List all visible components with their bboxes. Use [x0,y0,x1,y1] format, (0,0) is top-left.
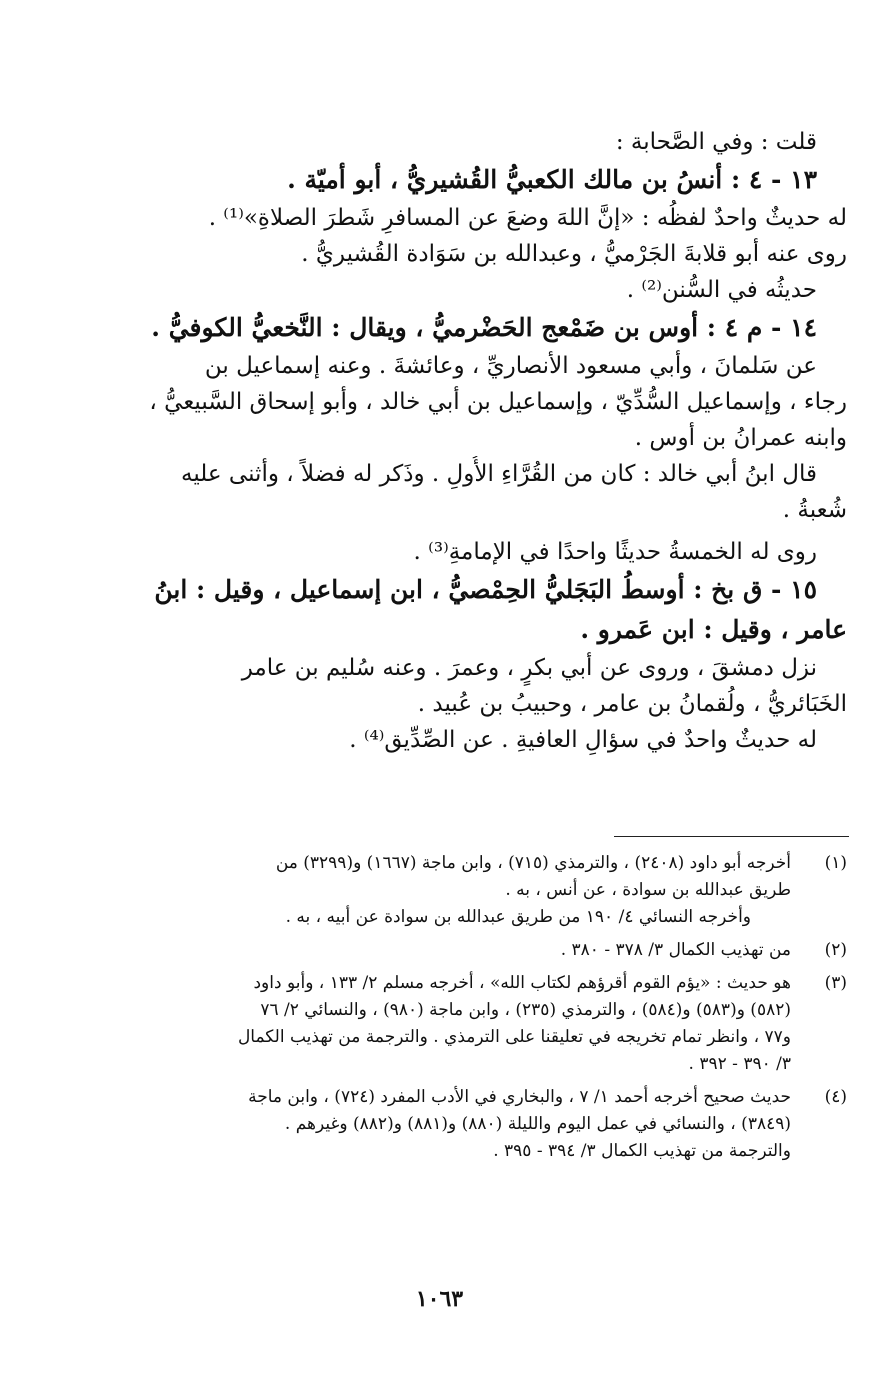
footnote-line: حديث صحيح أخرجه أحمد ١/ ٧ ، والبخاري في الأدب المفرد (٧٢٤) ، وابن ماجة [248,1087,791,1107]
page-number: ١٠٦٣ [415,1286,464,1312]
footnote-line: و٧٧ ، وانظر تمام تخريجه في تعليقنا على الترمذي . والترجمة من تهذيب الكمال [237,1027,791,1047]
entry-14-line: قال ابنُ أبي خالد : كان من القُرَّاءِ الأُولِ . وذَكر له فضلاً ، وأثنى عليه [181,461,817,487]
footnote-line: أخرجه أبو داود (٢٤٠٨) ، والترمذي (٧١٥) ، وابن ماجة (١٦٦٧) و(٣٢٩٩) من [275,853,791,873]
footnote [138,970,847,1078]
footnote [138,1084,847,1165]
entry-15-line: له حديثٌ واحدٌ في سؤالِ العافيةِ . عن الصِّدِّيق⁽⁴⁾ . [349,727,817,753]
intro-line: قلت : وفي الصَّحابة : [615,129,817,155]
entry-13-line: له حديثٌ واحدٌ لفظُه : «إنَّ اللهَ وضعَ عن المسافرِ شَطرَ الصلاةِ»⁽¹⁾ . [208,205,847,231]
main-text [138,124,847,758]
entry-15-heading: عامر ، وقيل : ابن عَمرو . [580,615,847,644]
footnote-line: من تهذيب الكمال ٣/ ٣٧٨ - ٣٨٠ . [560,940,791,960]
entry-14-heading: ١٤ - م ٤ : أوس بن ضَمْعج الحَضْرميُّ ، ويقال : النَّخعيُّ الكوفيُّ . [151,313,817,342]
footnote-line: هو حديث : «يؤم القوم أقرؤهم لكتاب الله» ، أخرجه مسلم ٢/ ١٣٣ ، وأبو داود [253,973,791,993]
footnote-number: (٣) [824,973,847,993]
entry-14-line: رجاء ، وإسماعيل السُّدِّيّ ، وإسماعيل بن أبي خالد ، وأبو إسحاق السَّبيعيُّ ، [149,389,847,415]
entry-13-line: حديثُه في السُّنن⁽²⁾ . [626,277,817,303]
footnote-number: (٢) [824,940,847,960]
footnote [138,850,847,931]
footnote-line: (٥٨٢) و(٥٨٣) و(٥٨٤) ، والترمذي (٢٣٥) ، وابن ماجة (٩٨٠) ، والنسائي ٢/ ٧٦ [260,1000,791,1020]
footnote-line: وأخرجه النسائي ٤/ ١٩٠ من طريق عبدالله بن سوادة عن أبيه ، به . [285,907,751,927]
footnote-line: (٣٨٤٩) ، والنسائي في عمل اليوم والليلة (٨٨٠) و(٨٨١) و(٨٨٢) وغيرهم . [284,1114,791,1134]
entry-15-line: نزل دمشقَ ، وروى عن أبي بكرٍ ، وعمرَ . وعنه سُليم بن عامر [241,655,817,681]
entry-15-heading: ١٥ - ق بخ : أوسطُ البَجَليُّ الحِمْصيُّ ، ابن إسماعيل ، وقيل : ابنُ [154,575,817,604]
footnotes [138,850,847,1171]
entry-14-line: وابنه عمرانُ بن أوس . [634,425,847,451]
entry-13-line: روى عنه أبو قلابةَ الجَرْميُّ ، وعبدالله بن سَوَادة القُشيريُّ . [301,241,847,267]
footnote-number: (١) [824,853,847,873]
entry-14-line: شُعبةُ . [782,497,847,523]
entry-15-line: الخَبَائريُّ ، ولُقمانُ بن عامر ، وحبيبُ بن عُبيد . [417,691,847,717]
entry-13-heading: ١٣ - ٤ : أنسُ بن مالك الكعبيُّ القُشيريُّ ، أبو أميّة . [287,165,817,194]
footnote-number: (٤) [824,1087,847,1107]
footnote-line: والترجمة من تهذيب الكمال ٣/ ٣٩٤ - ٣٩٥ . [493,1141,791,1161]
entry-14-line: عن سَلمانَ ، وأبي مسعود الأنصاريِّ ، وعائشةَ . وعنه إسماعيل بن [204,353,817,379]
footnote-line: ٣/ ٣٩٠ - ٣٩٢ . [688,1054,791,1074]
footnote-divider [614,836,849,837]
footnote-line: طريق عبدالله بن سوادة ، عن أنس ، به . [505,880,791,900]
entry-14-line: روى له الخمسةُ حديثًا واحدًا في الإمامةِ⁽³⁾ . [413,539,817,565]
footnote [138,937,847,964]
